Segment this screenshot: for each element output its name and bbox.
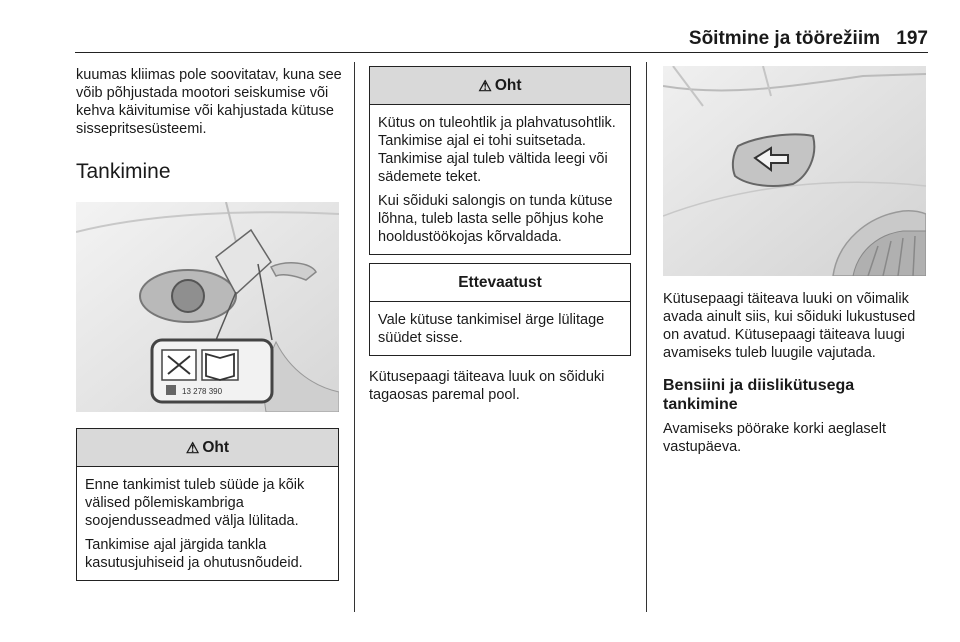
danger-box-1 bbox=[76, 428, 339, 581]
danger-text-2: Kui sõiduki salongis on tunda kütuse lõhna, tuleb lasta selle põhjus kohe hooldustöökojas kõrvaldada. bbox=[378, 193, 613, 245]
danger-box-title: Oht bbox=[494, 76, 522, 94]
danger-box-header bbox=[77, 429, 338, 467]
danger-text-2: Tankimise ajal järgida tankla kasutusjuhiseid ja ohutusnõudeid. bbox=[85, 537, 303, 571]
warning-icon: ⚠ bbox=[478, 77, 492, 95]
danger-text-1: Enne tankimist tuleb süüde ja kõik välised põlemiskambriga soojendusseadmed välja lülitada. bbox=[85, 477, 305, 529]
danger-text-1: Kütus on tuleohtlik ja plahvatusohtlik. Tankimise ajal ei tohi suitsetada. Tankimise ajal tuleb vältida leegi või sädemete teket. bbox=[378, 115, 616, 185]
caution-text: Vale kütuse tankimisel ärge lülitage süüdet sisse. bbox=[378, 312, 605, 346]
intro-text: kuumas kliimas pole soovitatav, kuna see võib põhjustada mootori seiskumise või kehva käivitumise või kahjustada kütuse sissepritsesüsteemi. bbox=[76, 67, 342, 137]
subheading: Bensiini ja diislikütusega tankimine bbox=[663, 377, 855, 413]
section-heading: Tankimine bbox=[76, 160, 171, 183]
fuel-flap-illustration bbox=[76, 202, 339, 412]
body-text: Kütusepaagi täiteava luuki on võimalik avada ainult siis, kui sõiduki lukustused on avatud. Kütusepaagi täiteava luugi avamiseks tuleb luugile vajutada. bbox=[663, 291, 916, 361]
caution-box-header bbox=[370, 264, 630, 302]
warning-icon: ⚠ bbox=[185, 439, 200, 457]
column-divider-1 bbox=[354, 62, 355, 612]
caution-box bbox=[369, 263, 631, 356]
column-3 bbox=[663, 66, 929, 456]
column-1 bbox=[76, 66, 344, 581]
header-title: Sõitmine ja töörežiim bbox=[688, 28, 880, 49]
body-text: Kütusepaagi täiteava luuk on sõiduki tagaosas paremal pool. bbox=[369, 369, 605, 403]
fuel-door-illustration bbox=[663, 66, 926, 276]
danger-box-2 bbox=[369, 66, 631, 255]
column-divider-2 bbox=[646, 62, 647, 612]
danger-box-title: Oht bbox=[202, 438, 230, 456]
subheading-text: Avamiseks pöörake korki aeglaselt vastupäeva. bbox=[663, 421, 886, 455]
header-rule bbox=[75, 52, 928, 53]
column-2 bbox=[369, 66, 631, 404]
page-number: 197 bbox=[896, 28, 928, 49]
image-label: 13 278 390 bbox=[182, 387, 223, 396]
danger-box-header bbox=[370, 67, 630, 105]
caution-box-title: Ettevaatust bbox=[458, 273, 542, 291]
